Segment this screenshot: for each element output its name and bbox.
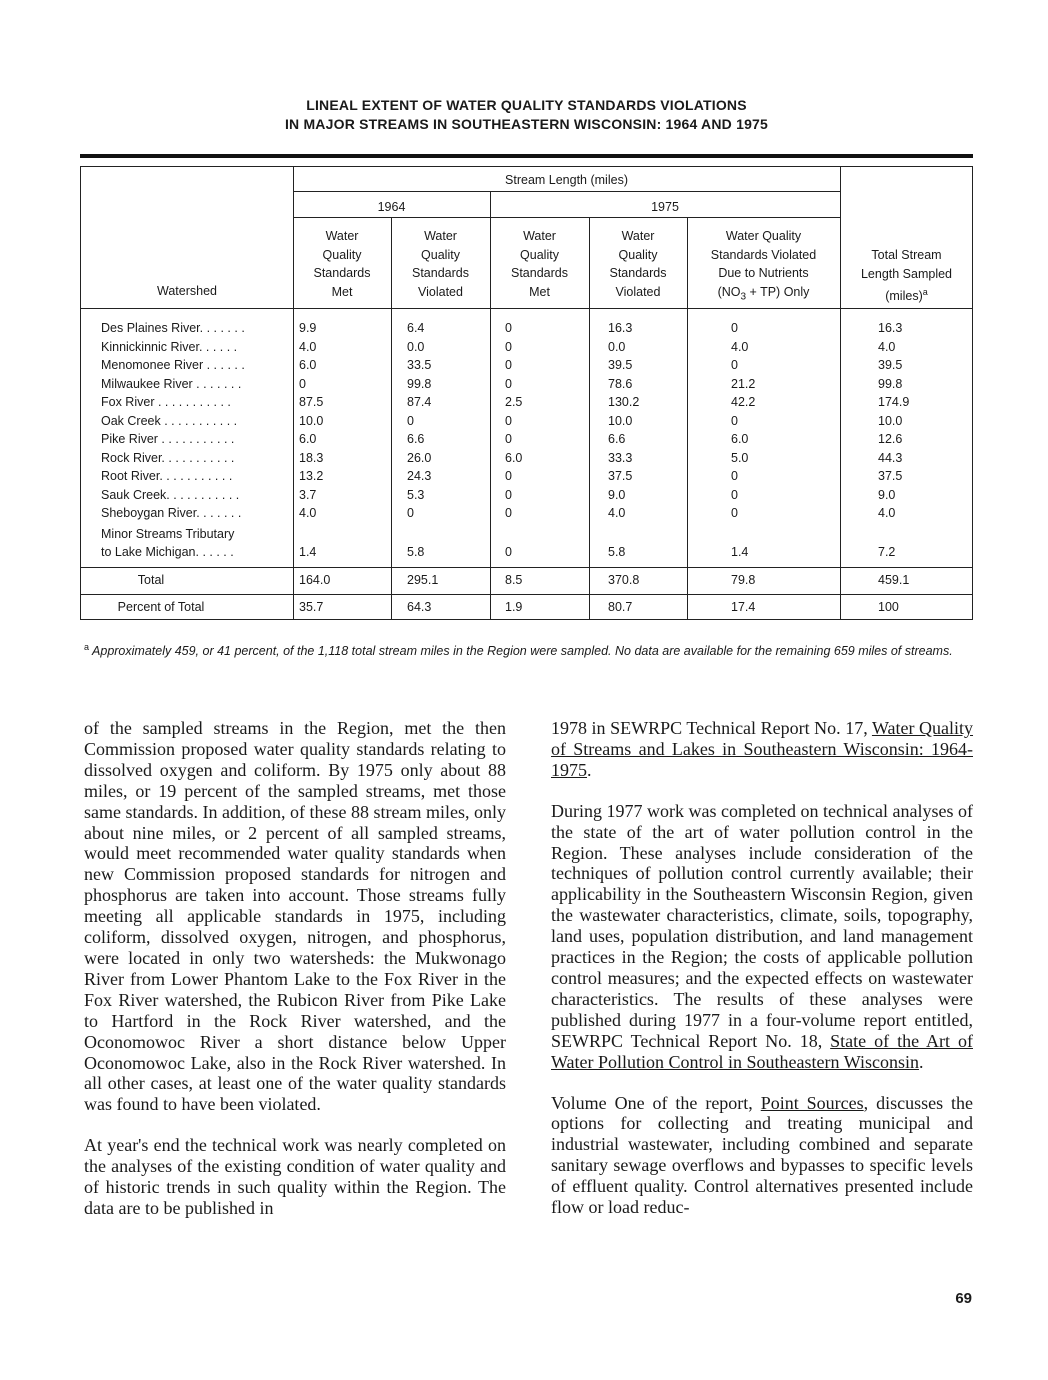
group-header: Stream Length (miles) bbox=[505, 173, 628, 187]
total-label: Total bbox=[137, 573, 165, 587]
data-table bbox=[80, 166, 973, 620]
cell-value: 0 bbox=[505, 358, 512, 372]
col-header-nutrients: Water Quality Standards Violated Due to Nutrients $(NO_3 + TP)$ Only bbox=[710, 229, 817, 302]
watershed-name: Milwaukee River . . . . . . . bbox=[101, 376, 242, 391]
percent-label: Percent of Total bbox=[117, 600, 205, 614]
cell-value: 0 bbox=[505, 506, 512, 520]
cell-value: 37.5 bbox=[878, 469, 903, 483]
total-rule bbox=[81, 567, 972, 568]
cell-value: 37.5 bbox=[608, 469, 633, 483]
watershed-name: Rock River. . . . . . . . . . . bbox=[101, 450, 235, 465]
year-1975-header: 1975 bbox=[651, 200, 679, 214]
cell-value: 0.0 bbox=[407, 339, 425, 354]
body-paragraph: 1978 in SEWRPC Technical Report No. 17, Water Quality of Streams and Lakes in Southeastern Wisconsin: 1964-1975. bbox=[551, 718, 974, 780]
cell-value: 0 bbox=[505, 413, 512, 428]
cell-value: 2.5 bbox=[505, 395, 523, 409]
cell-value: 6.0 bbox=[299, 432, 317, 446]
cell-value: 33.3 bbox=[608, 450, 633, 465]
table-row bbox=[81, 356, 974, 375]
footnote-marker: a bbox=[84, 642, 90, 652]
table-row bbox=[81, 338, 974, 357]
year-header-rule bbox=[293, 217, 840, 218]
cell-value: 79.8 bbox=[731, 573, 756, 587]
body-column-right bbox=[551, 718, 973, 1238]
col-header-1975-violated: Water Quality Standards Violated bbox=[609, 229, 667, 299]
table-footnote bbox=[84, 638, 974, 661]
cell-value: 164.0 bbox=[299, 573, 331, 587]
cell-value: 0 bbox=[299, 376, 306, 391]
cell-value: 16.3 bbox=[608, 321, 633, 335]
watershed-name: Root River. . . . . . . . . . . bbox=[101, 469, 233, 483]
cell-value: 174.9 bbox=[878, 395, 910, 409]
table-title bbox=[80, 96, 973, 134]
cell-value: 7.2 bbox=[878, 545, 896, 559]
cell-value: 80.7 bbox=[608, 600, 633, 614]
cell-value: 0 bbox=[505, 545, 512, 559]
minor-streams-label-2: to Lake Michigan. . . . . . bbox=[101, 545, 234, 559]
report-title-link: State of the Art of Water Pollution Control in Southeastern Wisconsin bbox=[551, 1030, 973, 1072]
table-row bbox=[81, 504, 974, 523]
cell-value: 35.7 bbox=[299, 600, 324, 614]
table-row bbox=[81, 412, 974, 431]
cell-value: 3.7 bbox=[299, 487, 317, 502]
cell-value: 0 bbox=[731, 413, 738, 428]
cell-value: 0 bbox=[505, 469, 512, 483]
body-paragraph: Volume One of the report, Point Sources, discusses the options for collecting and treating municipal and industrial wastewater, including combined and separate sanitary sewage overflows and bypasses to specific levels of effluent quality. Control alternatives presented include flow or load reduc- bbox=[551, 1092, 973, 1218]
cell-value: 0 bbox=[731, 358, 738, 372]
watershed-name: Oak Creek . . . . . . . . . . . bbox=[101, 413, 238, 428]
cell-value: 1.9 bbox=[505, 600, 523, 614]
cell-value: 39.5 bbox=[878, 358, 903, 372]
report-title-link: Water Quality of Streams and Lakes in Southeastern Wisconsin: 1964-1975 bbox=[551, 718, 974, 780]
cell-value: 6.0 bbox=[731, 432, 749, 446]
cell-value: 16.3 bbox=[878, 321, 903, 335]
cell-value: 4.0 bbox=[299, 506, 317, 520]
cell-value: 4.0 bbox=[878, 506, 896, 520]
cell-value: 6.6 bbox=[608, 432, 626, 446]
col-header-1964-met: Water Quality Standards Met bbox=[313, 229, 371, 299]
cell-value: 0 bbox=[731, 487, 738, 502]
body-paragraph: At year's end the technical work was nearly completed on the analyses of the existing condition of water quality and of historic trends in such quality within the Region. The data are to be published in bbox=[84, 1135, 506, 1218]
cell-value: 0.0 bbox=[608, 339, 626, 354]
page-number: 69 bbox=[955, 1290, 972, 1307]
table-title-line-2: IN MAJOR STREAMS IN SOUTHEASTERN WISCONSIN: 1964 AND 1975 bbox=[284, 116, 769, 132]
col-header-1964-violated: Water Quality Standards Violated bbox=[412, 229, 469, 299]
cell-value: 4.0 bbox=[731, 339, 749, 354]
year-1964-header: 1964 bbox=[377, 200, 406, 214]
cell-value: 4.0 bbox=[299, 339, 317, 354]
cell-value: 0 bbox=[505, 487, 512, 502]
cell-value: 295.1 bbox=[407, 573, 439, 587]
cell-value: 18.3 bbox=[299, 450, 324, 465]
cell-value: 4.0 bbox=[608, 506, 626, 520]
cell-value: 42.2 bbox=[731, 395, 756, 409]
cell-value: 24.3 bbox=[407, 469, 432, 483]
cell-value: 0 bbox=[407, 413, 414, 428]
footnote-text: Approximately 459, or 41 percent, of the 1,118 total stream miles in the Region were sampled. No data are available for the remaining 659 miles of streams. bbox=[92, 644, 953, 659]
cell-value: 5.8 bbox=[407, 545, 425, 559]
watershed-name: Sauk Creek. . . . . . . . . . . bbox=[101, 487, 240, 502]
cell-value: 0 bbox=[505, 339, 512, 354]
title-rule bbox=[80, 154, 973, 158]
table-row-total bbox=[81, 571, 974, 590]
table-row-minor bbox=[81, 543, 974, 562]
table-row bbox=[81, 319, 974, 338]
cell-value: 6.6 bbox=[407, 432, 425, 446]
table-row bbox=[81, 430, 974, 449]
cell-value: 0 bbox=[731, 469, 738, 483]
cell-value: 6.0 bbox=[505, 450, 523, 465]
cell-value: 6.4 bbox=[407, 321, 425, 335]
cell-value: 10.0 bbox=[299, 413, 324, 428]
cell-value: 1.4 bbox=[731, 545, 749, 559]
cell-value: 9.9 bbox=[299, 321, 317, 335]
cell-value: 12.6 bbox=[878, 432, 903, 446]
cell-value: 78.6 bbox=[608, 376, 633, 391]
table-row bbox=[81, 449, 974, 468]
watershed-name: Kinnickinnic River. . . . . . bbox=[101, 339, 238, 354]
cell-value: 1.4 bbox=[299, 545, 317, 559]
cell-value: 0 bbox=[731, 506, 738, 520]
cell-value: 0 bbox=[731, 321, 738, 335]
body-paragraph: During 1977 work was completed on technical analyses of the state of the art of water pollution control in the Region. These analyses include consideration of the techniques of pollution control currently available; their applicability in the Southeastern Wisconsin Region, given the wastewater characteristics, climate, soils, topography, land uses, population distribution, and land management practices in the Region; the costs of applicable pollution control measures; and the expected effects on wastewater characteristics. The results of these analyses were published during 1977 in a four-volume report entitled, SEWRPC Technical Report No. 18, State of the Art of Water Pollution Control in Southeastern Wisconsin. bbox=[551, 800, 973, 1072]
body-column-left bbox=[84, 718, 506, 1239]
watershed-name: Fox River . . . . . . . . . . . bbox=[101, 395, 231, 409]
cell-value: 99.8 bbox=[878, 376, 903, 391]
cell-value: 4.0 bbox=[878, 339, 896, 354]
table-row bbox=[81, 467, 974, 486]
minor-streams-label-1: Minor Streams Tributary bbox=[101, 527, 235, 541]
cell-value: 44.3 bbox=[878, 450, 903, 465]
cell-value: 99.8 bbox=[407, 376, 432, 391]
table-row-percent bbox=[81, 598, 974, 617]
watershed-header: Watershed bbox=[157, 284, 217, 298]
cell-value: 26.0 bbox=[407, 450, 432, 465]
watershed-name: Sheboygan River. . . . . . . bbox=[101, 506, 242, 520]
cell-value: 0 bbox=[505, 376, 512, 391]
cell-value: 87.5 bbox=[299, 395, 324, 409]
cell-value: 64.3 bbox=[407, 600, 432, 614]
watershed-name: Des Plaines River. . . . . . . bbox=[101, 321, 245, 335]
cell-value: 6.0 bbox=[299, 358, 317, 372]
table-row bbox=[81, 486, 974, 505]
table-title-line-1: LINEAL EXTENT OF WATER QUALITY STANDARDS VIOLATIONS bbox=[306, 97, 747, 113]
volume-title: Point Sources bbox=[760, 1092, 864, 1113]
table-row bbox=[81, 393, 974, 412]
body-paragraph: of the sampled streams in the Region, met the then Commission proposed water quality standards relating to dissolved oxygen and coliform. By 1975 only about 88 miles, or 19 percent of the sampled streams, met those same standards. In addition, of these 88 stream miles, only about nine miles, or 2 percent of all sampled streams, would meet recommended water quality standards when new Commission proposed standards for nitrogen and phosphorus are taken into account. Those streams fully meeting all applicable standards in 1975, including coliform, dissolved oxygen, nitrogen, and phosphorus, were located in only two watersheds: the Mukwonago River from Lower Phantom Lake to the Fox River in the Fox River watershed, the Rubicon River from Pike Lake to Hartford in the Rock River watershed, and the Oconomowoc River a short distance below Upper Oconomowoc Lake, also in the Rock River watershed. In all other cases, at least one of the water quality standards was found to have been violated. bbox=[84, 718, 506, 1115]
cell-value: 459.1 bbox=[878, 573, 910, 587]
cell-value: 5.3 bbox=[407, 487, 425, 502]
percent-rule bbox=[81, 594, 972, 595]
cell-value: 33.5 bbox=[407, 358, 432, 372]
cell-value: 130.2 bbox=[608, 395, 640, 409]
cell-value: 9.0 bbox=[878, 487, 896, 502]
header-body-rule bbox=[81, 308, 972, 309]
cell-value: 0 bbox=[505, 321, 512, 335]
cell-value: 5.0 bbox=[731, 450, 749, 465]
cell-value: 9.0 bbox=[608, 487, 626, 502]
cell-value: 21.2 bbox=[731, 376, 756, 391]
cell-value: 10.0 bbox=[608, 413, 633, 428]
cell-value: 5.8 bbox=[608, 545, 626, 559]
cell-value: 0 bbox=[505, 432, 512, 446]
col-header-1975-met: Water Quality Standards Met bbox=[511, 229, 568, 299]
cell-value: 39.5 bbox=[608, 358, 633, 372]
cell-value: 8.5 bbox=[505, 573, 523, 587]
group-header-rule bbox=[293, 191, 840, 192]
cell-value: 17.4 bbox=[731, 600, 756, 614]
cell-value: 13.2 bbox=[299, 469, 324, 483]
cell-value: 0 bbox=[407, 506, 414, 520]
cell-value: 100 bbox=[878, 600, 899, 614]
watershed-name: Pike River . . . . . . . . . . . bbox=[101, 432, 235, 446]
cell-value: 370.8 bbox=[608, 573, 640, 587]
table-row bbox=[81, 375, 974, 394]
cell-value: 87.4 bbox=[407, 395, 432, 409]
watershed-name: Menomonee River . . . . . . bbox=[101, 358, 245, 372]
cell-value: 10.0 bbox=[878, 413, 903, 428]
col-header-total: Total Stream Length Sampled (miles)$^a$ bbox=[860, 248, 953, 304]
